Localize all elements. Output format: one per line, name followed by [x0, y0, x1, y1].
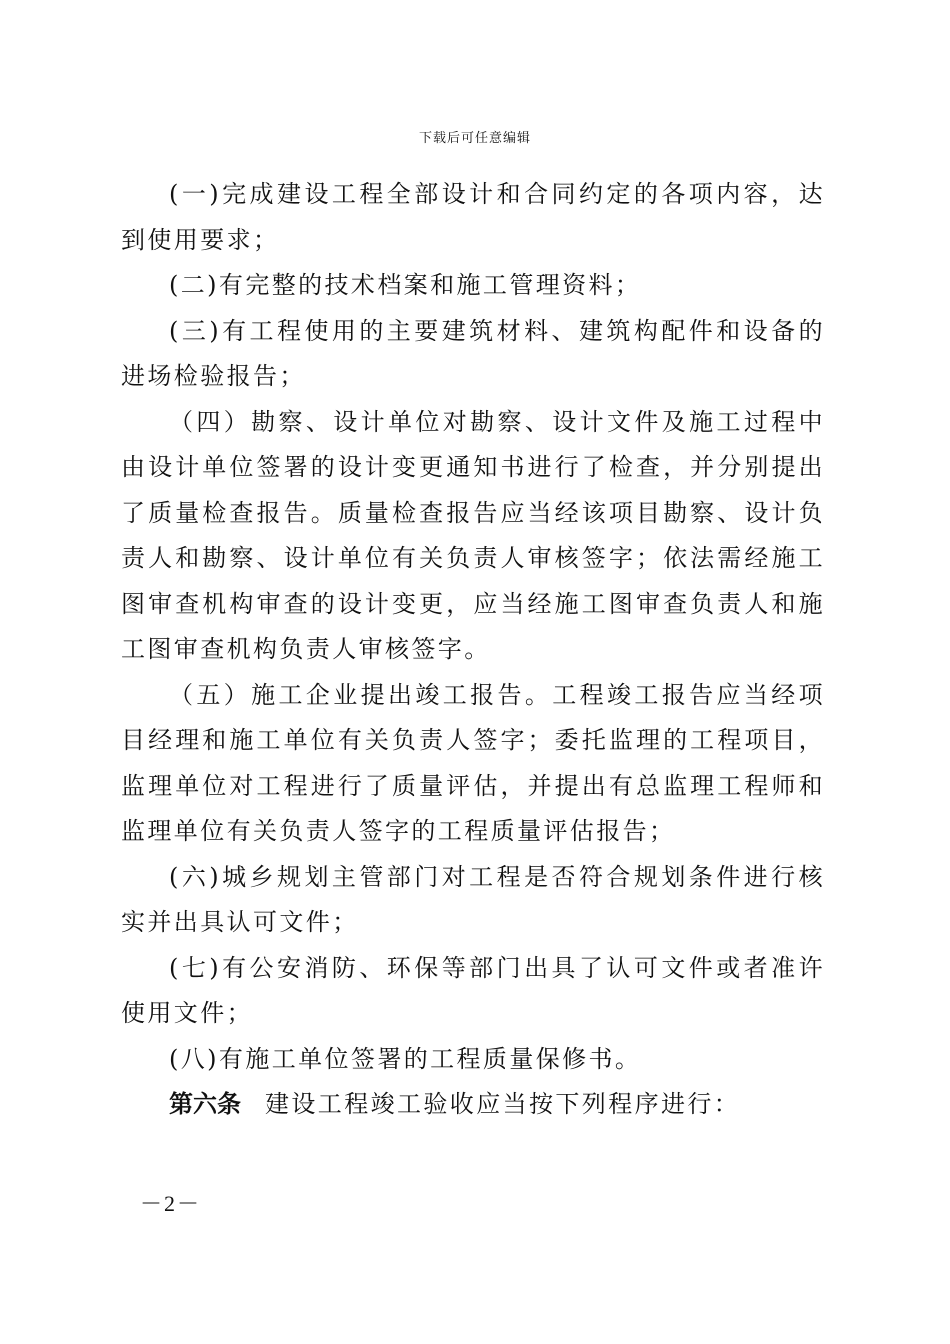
article-text: 建设工程竣工验收应当按下列程序进行： [265, 1090, 741, 1118]
paragraph-item-5: （五）施工企业提出竣工报告。工程竣工报告应当经项目经理和施工单位有关负责人签字；委托监理的工程项目，监理单位对工程进行了质量评估，并提出有总监理工程师和监理单位有关负责人签字的工程质量评估报告； [121, 680, 825, 845]
paragraph-item-4: （四）勘察、设计单位对勘察、设计文件及施工过程中由设计单位签署的设计变更通知书进行了检查，并分别提出了质量检查报告。质量检查报告应当经该项目勘察、设计负责人和勘察、设计单位有关负责人审核签字；依法需经施工图审查机构审查的设计变更，应当经施工图审查负责人和施工图审查机构负责人审核签字。 [121, 407, 825, 663]
paragraph-item-6: (六)城乡规划主管部门对工程是否符合规划条件进行核实并出具认可文件； [121, 862, 825, 936]
paragraph-item-1: (一)完成建设工程全部设计和合同约定的各项内容，达到使用要求； [121, 180, 825, 254]
page-header-note: 下载后可任意编辑 [418, 131, 531, 146]
page-number: －2－ [140, 1191, 202, 1216]
paragraph-item-8: (八)有施工单位签署的工程质量保修书。 [169, 1044, 642, 1073]
article-paragraph [121, 1082, 825, 1128]
paragraph-item-7: (七)有公安消防、环保等部门出具了认可文件或者准许使用文件； [121, 953, 825, 1027]
paragraph-item-3: (三)有工程使用的主要建筑材料、建筑构配件和设备的进场检验报告； [121, 316, 825, 390]
article-title: 第六条 [169, 1090, 241, 1118]
document-body [121, 172, 825, 1128]
paragraph-item-2: (二)有完整的技术档案和施工管理资料； [169, 271, 642, 299]
